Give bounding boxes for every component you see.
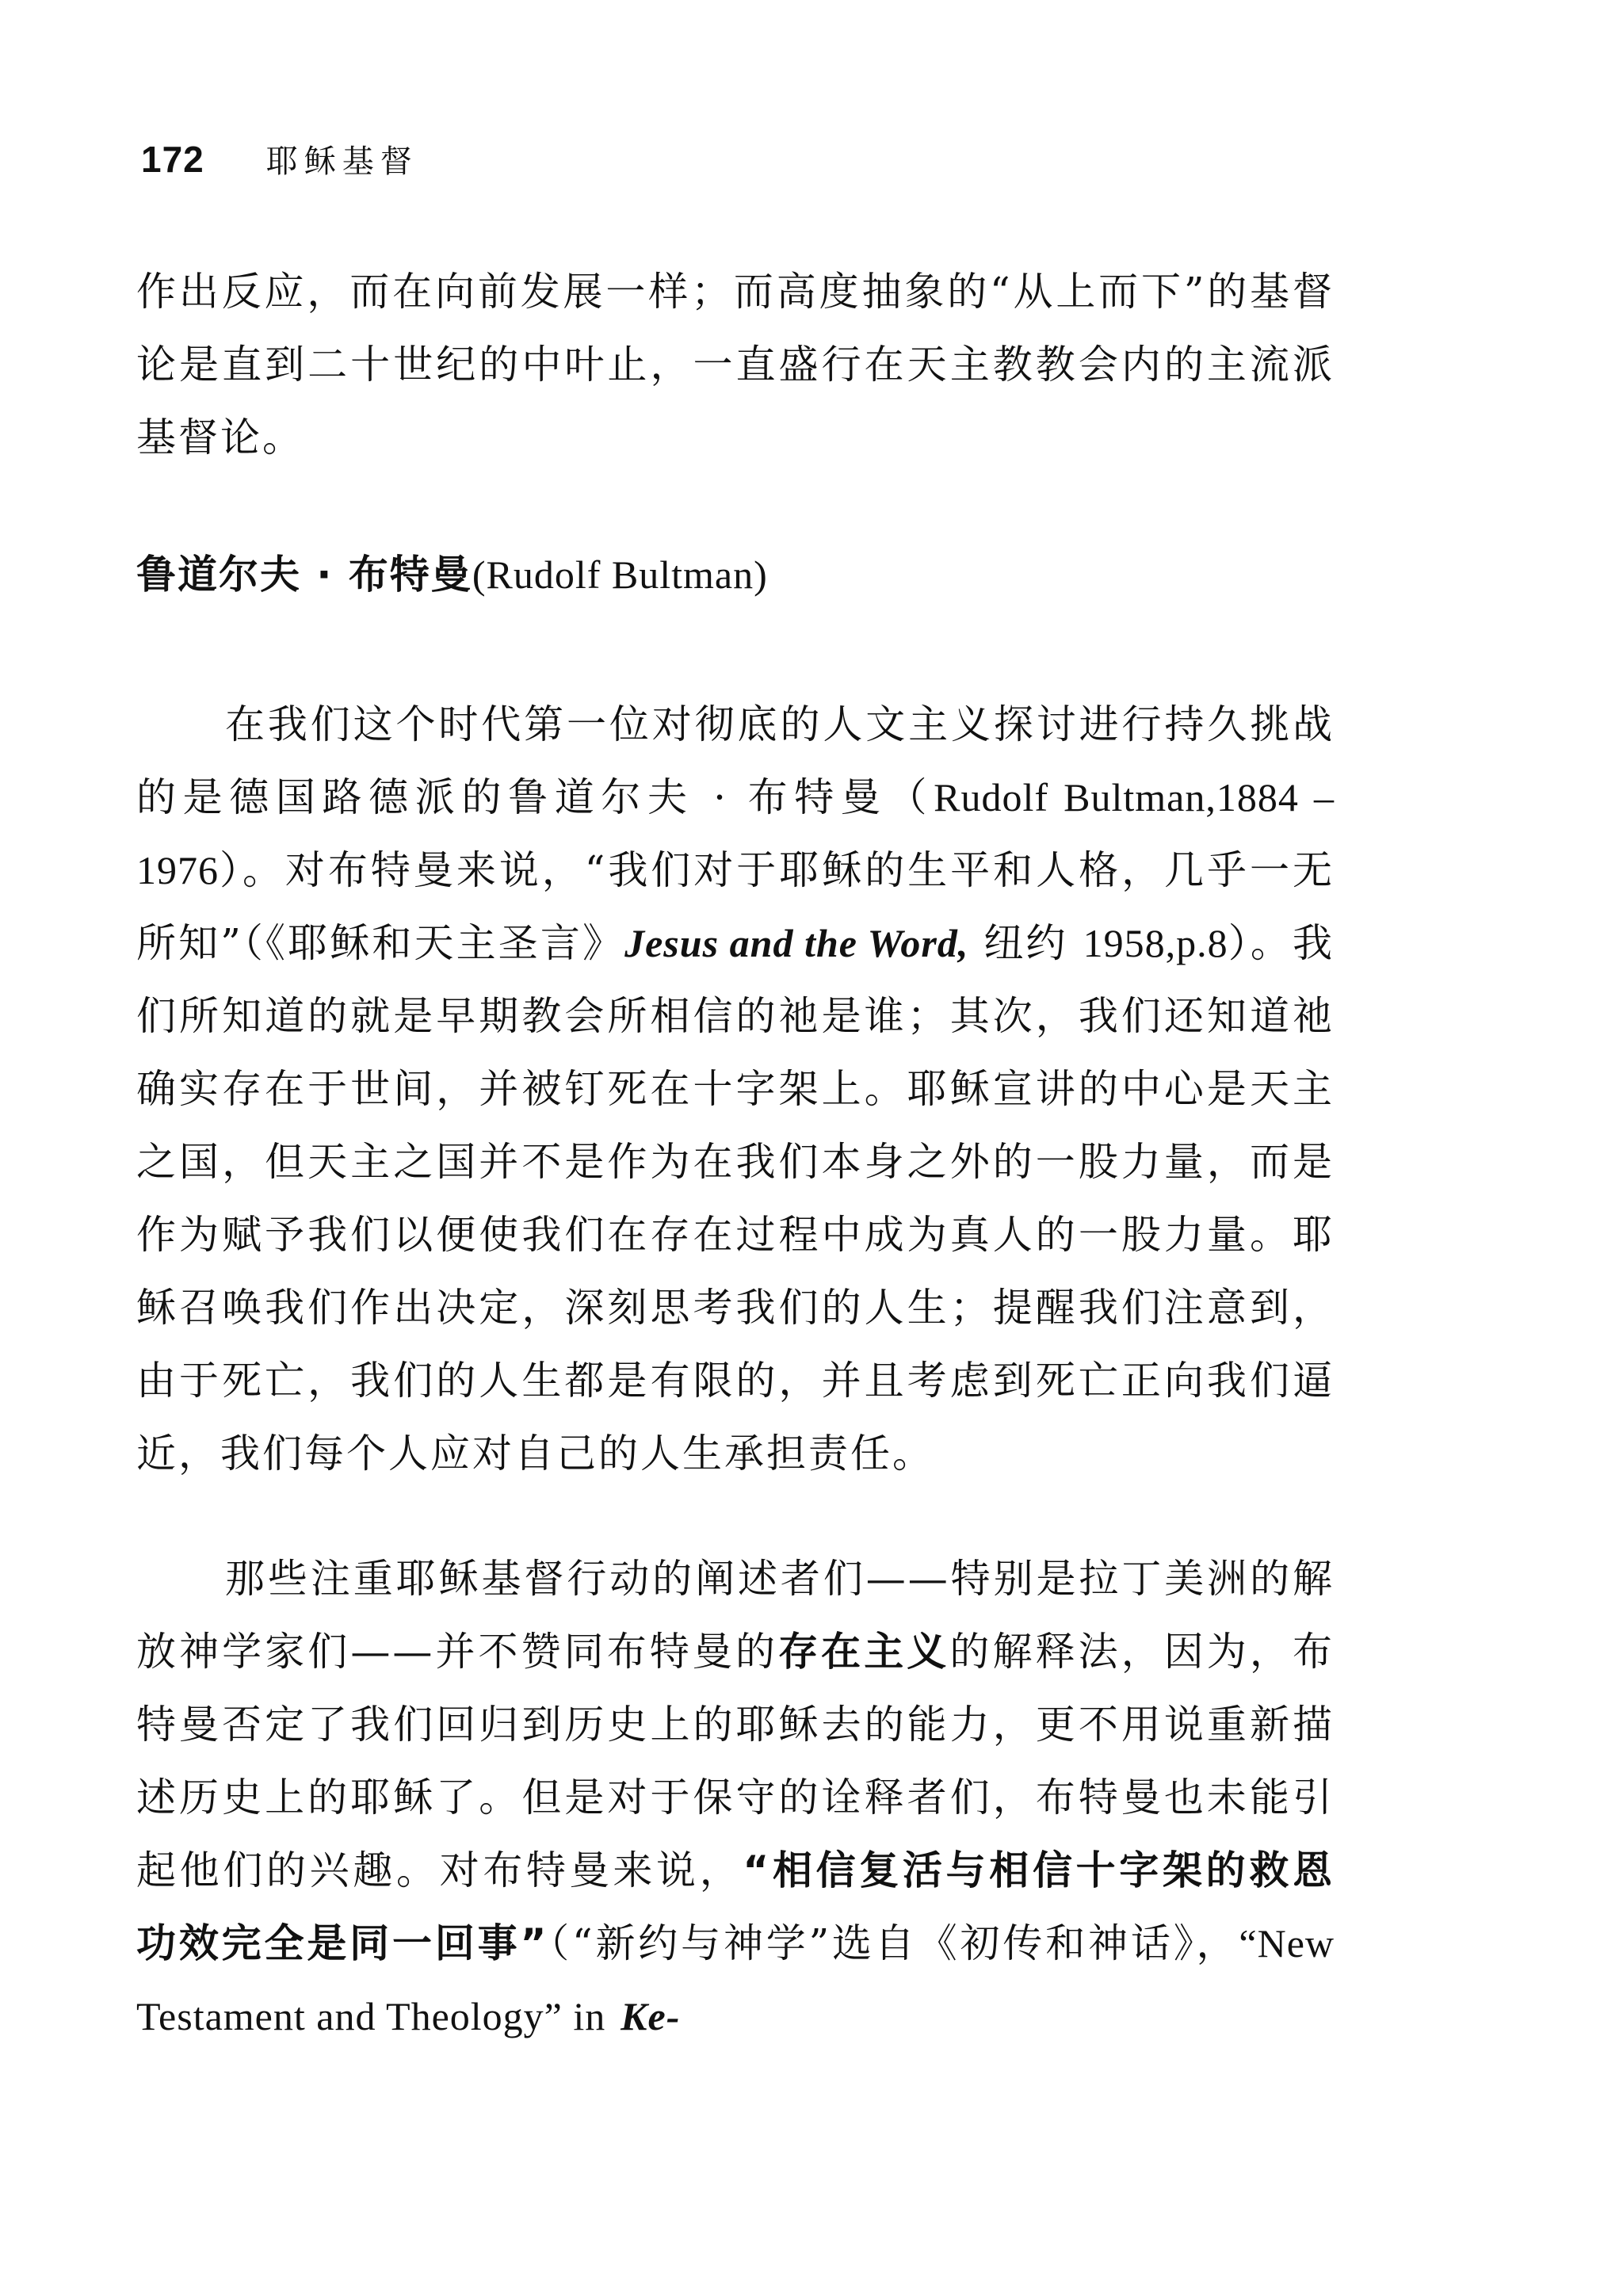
paragraph-bultmann-intro bbox=[136, 688, 1335, 1490]
text-run: 那些注重耶稣基督行动的阐述者们——特别是拉丁美洲的解放神学家们——并不赞同布特曼的 bbox=[136, 1556, 1335, 1675]
text-run: 纽约 bbox=[968, 920, 1083, 966]
text-run: ）。对布特曼来说，“我们对于耶稣的生平和人格，几乎一无所知”（《耶稣和天主圣言》 bbox=[136, 847, 1335, 966]
running-header bbox=[141, 136, 418, 192]
work-title-fragment: Ke- bbox=[621, 1994, 681, 2038]
text-run: ）。我们所知道的就是早期教会所相信的祂是谁；其次，我们还知道祂确实存在于世间，并被钉死在十字架上。耶稣宣讲的中心是天主之国，但天主之国并不是作为在我们本身之外的一股力量，而是作为赋予我们以便使我们在存在过程中成为真人的一股力量。耶稣召唤我们作出决定，深刻思考我们的人生；提醒我们注意到，由于死亡，我们的人生都是有限的，并且考虑到死亡正向我们逼近，我们每个人应对自己的人生承担责任。 bbox=[136, 920, 1335, 1477]
running-book-title: 耶稣基督 bbox=[265, 143, 418, 180]
paragraph-continued: 作出反应，而在向前发展一样；而高度抽象的“从上而下”的基督论是直到二十世纪的中叶止，一直盛行在天主教教会内的主流派基督论。 bbox=[136, 269, 1335, 460]
text-run: 在我们这个时代第一位对彻底的人文主义探讨进行持久挑战的是德国路德派的鲁道尔夫 · 布特曼（ bbox=[136, 701, 1335, 820]
section-heading bbox=[136, 547, 768, 602]
page-number: 172 bbox=[141, 139, 204, 180]
bold-quotation: “相信复活与相信十字架的救恩功效完全是同一回事” bbox=[136, 1847, 1335, 1966]
text-run: 的解释法，因为，布特曼否定了我们回归到历史上的耶稣去的能力，更不用说重新描述历史上的耶稣了。但是对于保守的诠释者们，布特曼也未能引起他们的兴趣。对布特曼来说， bbox=[136, 1629, 1335, 1893]
work-title: Jesus and the Word, bbox=[624, 921, 969, 965]
paragraph-interpreters bbox=[136, 1542, 1335, 2053]
section-heading-chinese: 鲁道尔夫 · 布特曼 bbox=[136, 552, 472, 598]
name-and-dates: Rudolf Bultman,1884 – 1976 bbox=[136, 775, 1335, 892]
bold-term: 存在主义 bbox=[778, 1629, 950, 1675]
text-run: （“新约与神学”选自《初传和神话》， bbox=[548, 1920, 1239, 1966]
section-heading-english: (Rudolf Bultman) bbox=[472, 552, 768, 597]
citation-year-page: 1958,p.8 bbox=[1083, 921, 1228, 965]
english-citation: “New Testament and Theology” in bbox=[136, 1921, 1335, 2038]
